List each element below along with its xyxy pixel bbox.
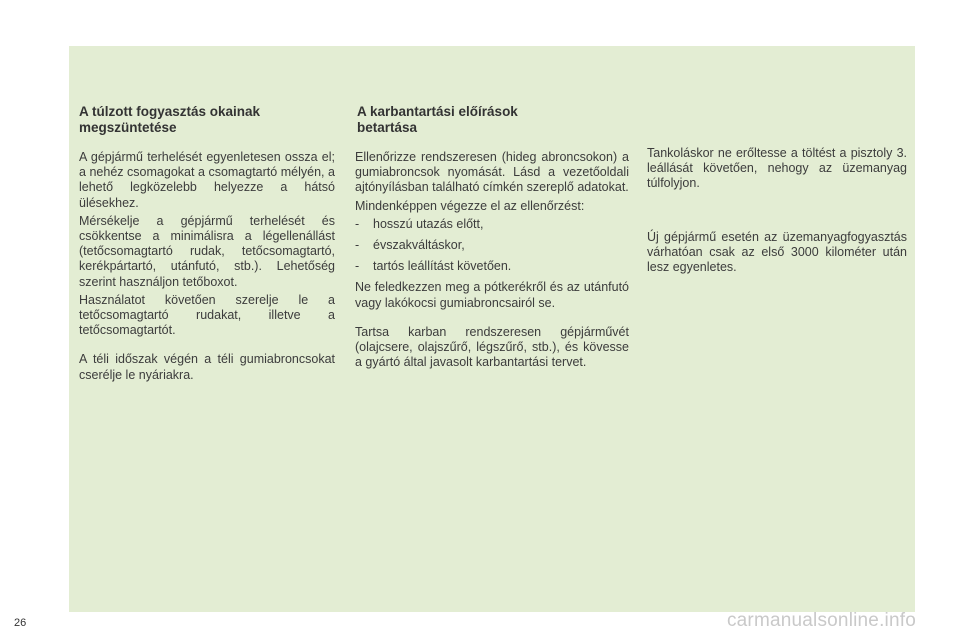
- middle-paragraph-2: Mindenképpen végezze el az ellenőrzést:: [355, 198, 585, 213]
- list-item: [355, 259, 629, 274]
- list-item-text: évszakváltáskor,: [373, 238, 465, 253]
- left-column: [79, 104, 335, 386]
- middle-heading: [357, 104, 629, 136]
- middle-heading-line2: betartása: [357, 120, 418, 135]
- watermark: carmanualsonline.info: [726, 610, 916, 631]
- left-paragraph-2: Mérsékelje a gépjármű terhelését és csökkentse a minimálisra a légellenállást (tetőcsomagtartó rudak, tetőcsomagtartó, kerékpártartó, utánfutó, stb.). Lehetőség szerint használjon tetőboxot.: [79, 213, 335, 289]
- left-heading-line1: A túlzott fogyasztás okainak: [79, 104, 261, 119]
- middle-heading-line1: A karbantartási előírások: [357, 104, 518, 119]
- left-paragraph-4: A téli időszak végén a téli gumiabroncsokat cserélje le nyáriakra.: [79, 352, 335, 382]
- check-list: [355, 217, 629, 275]
- list-item-text: tartós leállítást követően.: [373, 259, 512, 274]
- right-paragraph-2: Új gépjármű esetén az üzemanyagfogyasztás várhatóan csak az első 3000 kilométer után lesz egyenletes.: [647, 229, 907, 275]
- middle-paragraph-1: Ellenőrizze rendszeresen (hideg abroncsokon) a gumiabroncsok nyomását. Lásd a vezetőoldali ajtónyílásban található címkén szereplő adatokat.: [355, 150, 629, 195]
- middle-paragraph-4: Tartsa karban rendszeresen gépjárművét (olajcsere, olajszűrő, légszűrő, stb.), és kövesse a gyártó által javasolt karbantartási tervet.: [355, 324, 629, 370]
- list-dash: -: [355, 238, 360, 253]
- right-paragraph-1: Tankoláskor ne erőltesse a töltést a pisztoly 3. leállását követően, nehogy az üzemanyag túlfolyjon.: [647, 146, 907, 191]
- list-dash: -: [355, 259, 360, 274]
- page-panel: [69, 46, 915, 612]
- list-dash: -: [355, 216, 360, 231]
- left-paragraph-1: A gépjármű terhelését egyenletesen ossza el; a nehéz csomagokat a csomagtartó mélyén, a lehető legközelebb helyezze a hátsó ülésekhez.: [79, 150, 335, 210]
- left-paragraph-3: Használatot követően szerelje le a tetőcsomagtartó rudakat, illetve a tetőcsomagtartót.: [79, 292, 335, 338]
- list-item-text: hosszú utazás előtt,: [373, 216, 484, 231]
- right-column: [647, 146, 907, 278]
- left-heading: [79, 104, 335, 136]
- page-number: 26: [14, 617, 27, 629]
- middle-column: [355, 104, 629, 373]
- list-item: [355, 238, 629, 253]
- list-item: [355, 217, 629, 232]
- middle-paragraph-3: Ne feledkezzen meg a pótkerékről és az utánfutó vagy lakókocsi gumiabroncsairól se.: [355, 280, 629, 310]
- left-heading-line2: megszüntetése: [79, 120, 177, 135]
